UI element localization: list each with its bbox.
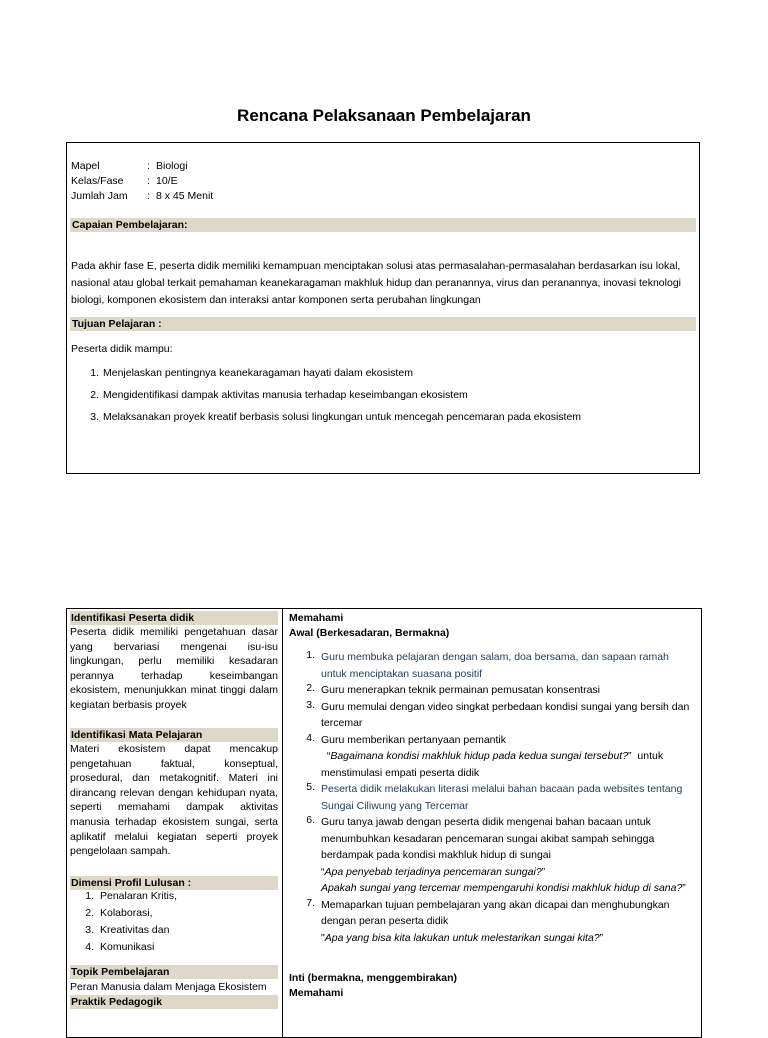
praktik-heading: Praktik Pedagogik [70, 995, 278, 1009]
capaian-heading: Capaian Pembelajaran: [70, 218, 696, 232]
list-item: 7. Memaparkan tujuan pembelajaran yang akan dicapai dan menghubungkan dengan peran peserta didik "Apa yang bisa kita lakukan untuk melestarikan sungai kita?” [306, 896, 670, 944]
table-right-column [283, 609, 701, 1037]
list-item: 2. Kolaborasi, [85, 907, 153, 919]
list-item: 4. Guru memberikan pertanyaan pemantik “Bagaimana kondisi makhluk hidup pada kedua sungai tersebut?” untuk menstimulasi empati peserta didik [306, 731, 664, 779]
mapel-text: Materi ekosistem dapat mencakup pengetahuan faktual, konseptual, prosedural, dan metakognitif. Materi ini dirancang relevan dengan kehidupan nyata, seperti memahami dampak aktivitas manusia terhadap ekosistem sungai, serta aplikatif melalui kegiatan seperti proyek pengelolaan sampah. [70, 743, 278, 858]
table-left-column [67, 609, 283, 1037]
list-item: 5. Peserta didik melakukan literasi melalui bahan bacaan pada websites tentang Sungai Ciliwung yang Tercemar [306, 781, 683, 812]
capaian-text: Pada akhir fase E, peserta didik memiliki kemampuan menciptakan solusi atas permasalahan-permasalahan berdasarkan isu lokal, nasional atau global terkait pemahaman keanekaragaman makhluk hidup dan peranannya, virus dan peranannya, inovasi teknologi biologi, komponen ekosistem dan interaksi antar komponen serta perubahan lingkungan [71, 260, 681, 306]
mapel-heading: Identifikasi Mata Pelajaran [70, 728, 278, 742]
meta-block [71, 159, 213, 204]
topik-heading: Topik Pembelajaran [70, 965, 278, 979]
meta-value: 10/E [156, 175, 178, 187]
list-item: 1. Guru membuka pelajaran dengan salam, doa bersama, dan sapaan ramah untuk menciptakan suasana positif [306, 649, 669, 680]
kegiatan-awal-list [289, 649, 693, 946]
tujuan-list [71, 366, 691, 432]
meta-label: Jumlah Jam [71, 190, 128, 202]
dimensi-list [70, 890, 278, 958]
peserta-text: Peserta didik memiliki pengetahuan dasar yang bervariasi mengenai isu-isu lingkungan, perlu memiliki kesadaran perannya terhadap keseimbangan ekosistem, menunjukkan minat tinggi dalam kegiatan berbasis proyek [70, 626, 278, 711]
topik-text: Peran Manusia dalam Menjaga Ekosistem [70, 981, 267, 993]
tujuan-intro: Peserta didik mampu: [71, 343, 173, 355]
meta-label: Mapel [71, 160, 100, 172]
meta-row-kelas: Kelas/Fase : 10/E [71, 175, 178, 187]
list-item: 4. Komunikasi [85, 941, 155, 953]
pertanyaan-pemantik: Bagaimana kondisi makhluk hidup pada kedua sungai tersebut? [330, 750, 629, 762]
list-item: 3. Melaksanakan proyek kreatif berbasis solusi lingkungan untuk mencegah pencemaran pada ekosistem [90, 411, 582, 423]
list-item: 6. Guru tanya jawab dengan peserta didik mengenai bahan bacaan untuk menumbuhkan kesadaran pencemaran sungai akibat sampah sehingga berdampak pada kondisi makhluk hidup di sungai “Apa penyebab terjadinya pencemaran sungai?” Apakah sungai yang tercemar mempengaruhi kondisi makhluk hidup di sana?” [306, 814, 686, 894]
meta-label: Kelas/Fase [71, 175, 124, 187]
rpp-table [66, 608, 702, 1038]
meta-row-mapel: Mapel : Biologi [71, 160, 188, 172]
meta-value: 8 x 45 Menit [156, 190, 214, 202]
inti-heading: Inti (bermakna, menggembirakan) [289, 972, 458, 984]
inti-subheading: Memahami [289, 987, 344, 999]
list-item: 3. Kreativitas dan [85, 924, 170, 936]
meta-value: Biologi [156, 160, 188, 172]
list-item: 3. Guru memulai dengan video singkat perbedaan kondisi sungai yang bersih dan tercemar [306, 698, 690, 729]
list-item: 2. Guru menerapkan teknik permainan pemusatan konsentrasi [306, 682, 600, 696]
list-item: 1. Penalaran Kritis, [85, 890, 178, 902]
peserta-heading: Identifikasi Peserta didik [70, 611, 278, 625]
awal-heading: Awal (Berkesadaran, Bermakna) [289, 627, 450, 639]
page-title: Rencana Pelaksanaan Pembelajaran [237, 106, 531, 125]
list-item: 2. Mengidentifikasi dampak aktivitas manusia terhadap keseimbangan ekosistem [90, 389, 468, 401]
meta-row-jam: Jumlah Jam : 8 x 45 Menit [71, 190, 214, 202]
tujuan-heading: Tujuan Pelajaran : [70, 317, 696, 331]
list-item: 1. Menjelaskan pentingnya keanekaragaman hayati dalam ekosistem [90, 367, 413, 379]
memahami-heading: Memahami [289, 612, 344, 624]
dimensi-heading: Dimensi Profil Lulusan : [70, 876, 278, 890]
rpp-info-box [66, 142, 700, 474]
